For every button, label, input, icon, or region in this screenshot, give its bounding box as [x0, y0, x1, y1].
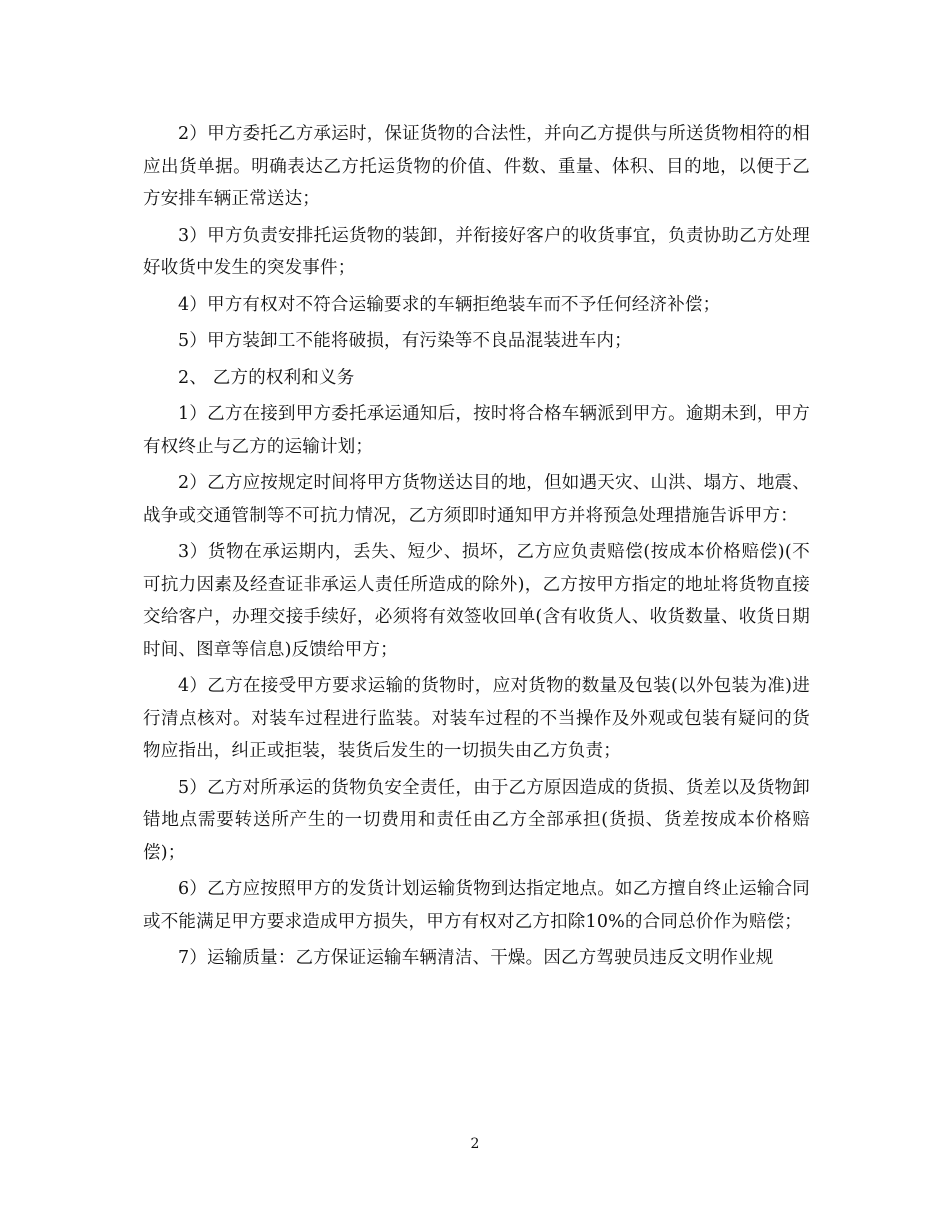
- section-heading: 2、 乙方的权利和义务: [178, 367, 355, 388]
- paragraph-2: 3）甲方负责安排托运货物的装卸，并衔接好客户的收货事宜，负责协助乙方处理好收货中发生的突发事件；: [143, 225, 810, 278]
- paragraph-7: 2）乙方应按规定时间将甲方货物送达目的地，但如遇天灾、山洪、塌方、地震、战争或交通管制等不可抗力情况，乙方须即时通知甲方并将预急处理措施告诉甲方：: [143, 473, 810, 526]
- page-number: 2: [470, 1136, 480, 1152]
- document-body: [143, 118, 810, 979]
- paragraph-1: 2）甲方委托乙方承运时，保证货物的合法性，并向乙方提供与所送货物相符的相应出货单据。明确表达乙方托运货物的价值、件数、重量、体积、目的地，以便于乙方安排车辆正常送达；: [143, 124, 810, 209]
- paragraph-6: 1）乙方在接到甲方委托承运通知后，按时将合格车辆派到甲方。逾期未到，甲方有权终止与乙方的运输计划；: [143, 404, 810, 457]
- paragraph-12: 7）运输质量：乙方保证运输车辆清洁、干燥。因乙方驾驶员违反文明作业规: [178, 948, 774, 968]
- paragraph-11: 6）乙方应按照甲方的发货计划运输货物到达指定地点。如乙方擅自终止运输合同或不能满足甲方要求造成甲方损失，甲方有权对乙方扣除10%的合同总价作为赔偿；: [143, 879, 810, 932]
- paragraph-8: 3）货物在承运期内，丢失、短少、损坏，乙方应负责赔偿(按成本价格赔偿)(不可抗力因素及经查证非承运人责任所造成的除外)，乙方按甲方指定的地址将货物直接交给客户，办理交接手续好，必须将有效签收回单(含有收货人、收货数量、收货日期时间、图章等信息)反馈给甲方；: [143, 542, 810, 660]
- paragraph-3: 4）甲方有权对不符合运输要求的车辆拒绝装车而不予任何经济补偿；: [178, 294, 721, 315]
- paragraph-9: 4）乙方在接受甲方要求运输的货物时，应对货物的数量及包装(以外包装为准)进行清点核对。对装车过程进行监装。对装车过程的不当操作及外观或包装有疑问的货物应指出，纠正或拒装，装货后发生的一切损失由乙方负责；: [143, 676, 810, 761]
- paragraph-4: 5）甲方装卸工不能将破损，有污染等不良品混装进车内；: [178, 331, 632, 351]
- paragraph-10: 5）乙方对所承运的货物负安全责任，由于乙方原因造成的货损、货差以及货物卸错地点需要转送所产生的一切费用和责任由乙方全部承担(货损、货差按成本价格赔偿)；: [143, 777, 810, 863]
